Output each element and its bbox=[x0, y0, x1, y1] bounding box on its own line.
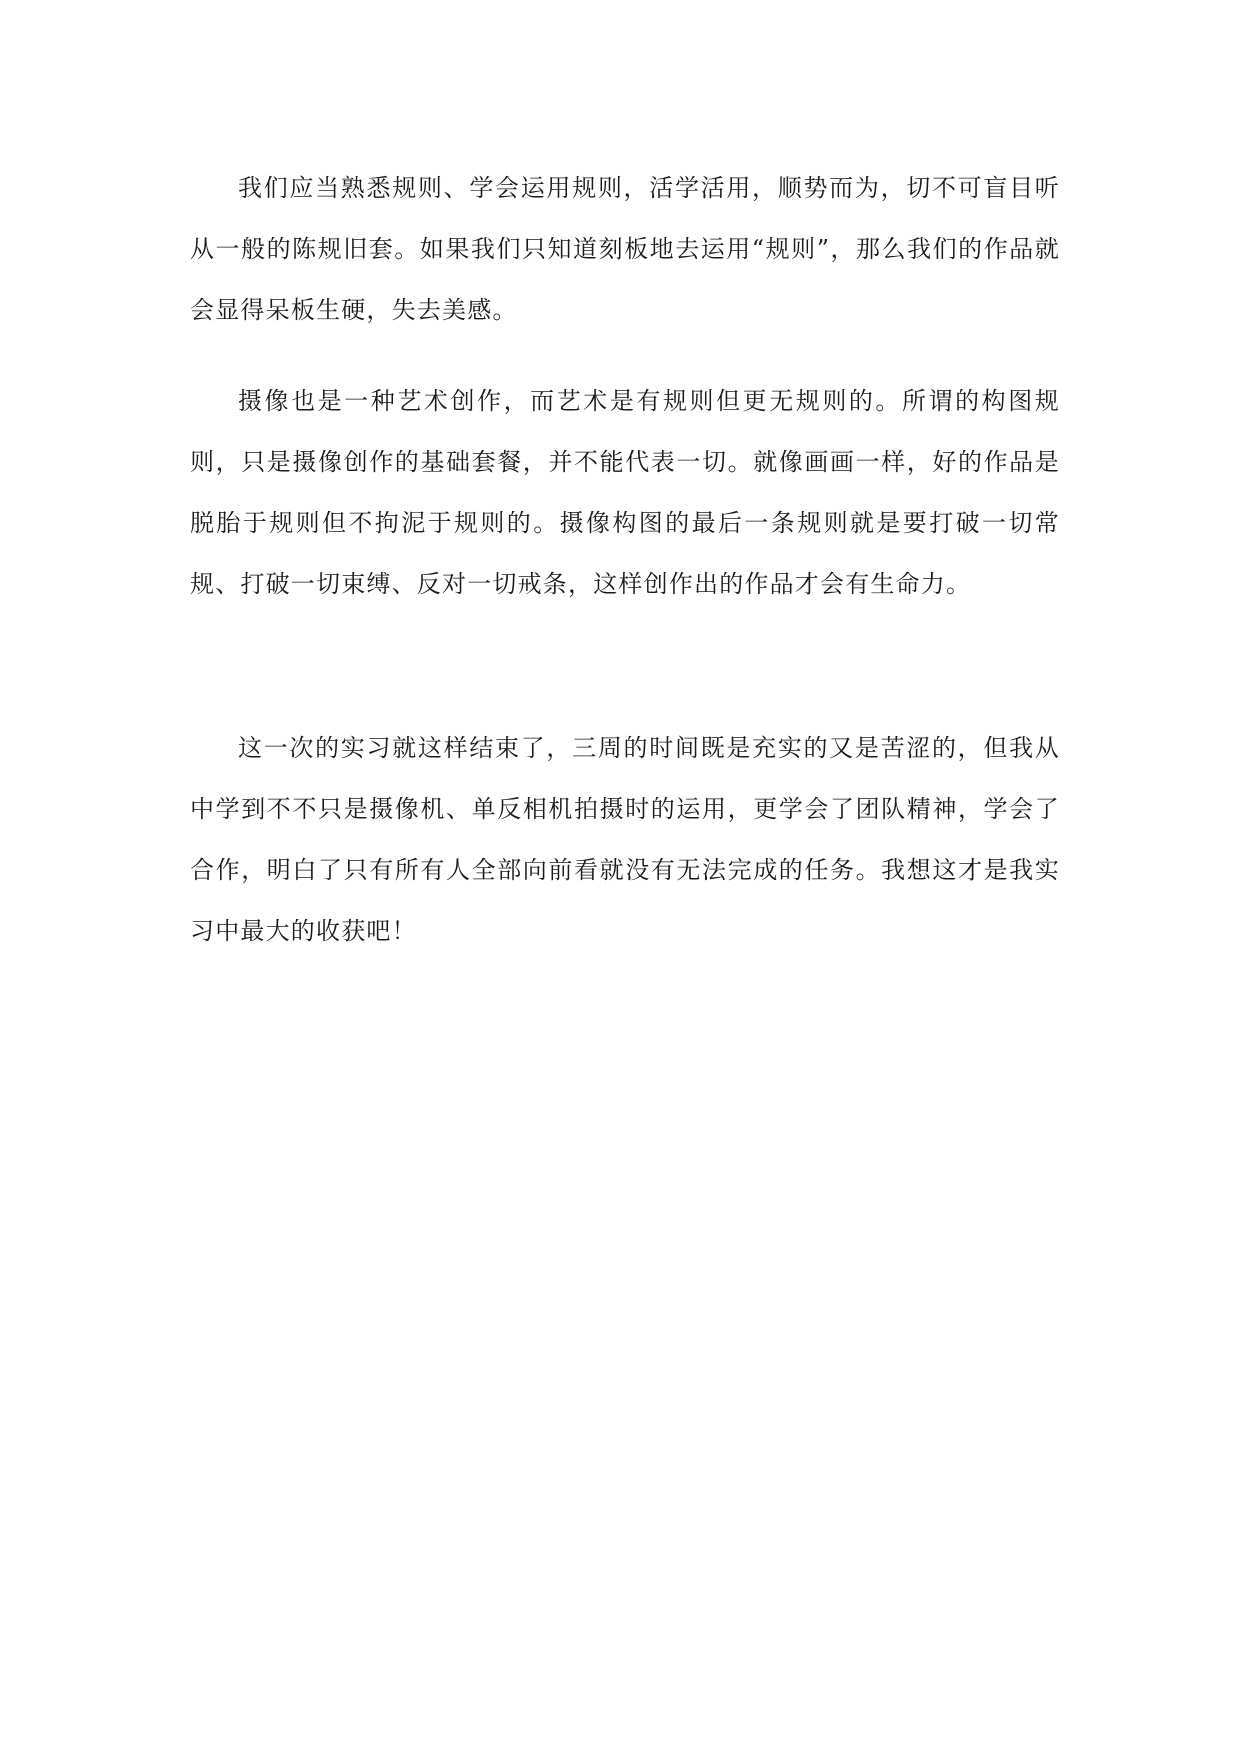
paragraph-internship-summary: 这一次的实习就这样结束了，三周的时间既是充实的又是苦涩的，但我从中学到不不只是摄像机、单反相机拍摄时的运用，更学会了团队精神，学会了合作，明白了只有所有人全部向前看就没有无法完成的任务。我想这才是我实习中最大的收获吧！ bbox=[190, 734, 1060, 945]
paragraph-rules: 我们应当熟悉规则、学会运用规则，活学活用，顺势而为，切不可盲目听从一般的陈规旧套。如果我们只知道刻板地去运用“规则”，那么我们的作品就会显得呆板生硬，失去美感。 bbox=[190, 174, 1060, 324]
paragraph-art-creation: 摄像也是一种艺术创作，而艺术是有规则但更无规则的。所谓的构图规则，只是摄像创作的基础套餐，并不能代表一切。就像画画一样，好的作品是脱胎于规则但不拘泥于规则的。摄像构图的最后一条规则就是要打破一切常规、打破一切束缚、反对一切戒条，这样创作出的作品才会有生命力。 bbox=[190, 387, 1060, 598]
